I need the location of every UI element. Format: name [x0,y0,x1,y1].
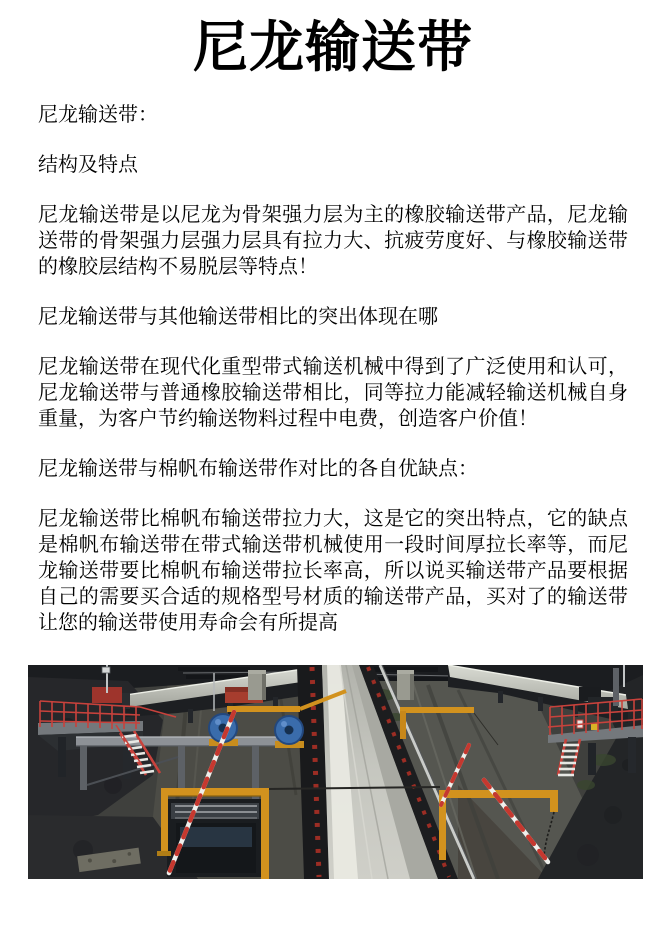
paragraph-canvas-detail: 尼龙输送带比棉帆布输送带拉力大，这是它的突出特点，它的缺点是棉帆布输送带在带式输送带机械使用一段时间厚拉长率等，而尼龙输送带要比棉帆布输送带拉长率高，所以说买输送带产品要根据自己的需要买合适的规格型号材质的输送带产品，买对了的输送带让您的输送带使用寿命会有所提高 [38,508,628,634]
paragraph-compare-detail: 尼龙输送带在现代化重型带式输送机械中得到了广泛使用和认可，尼龙输送带与普通橡胶输送带相比，同等拉力能减轻输送机械自身重量，为客户节约输送物料过程中电费，创造客户价值！ [38,356,628,430]
paragraph-compare-heading: 尼龙输送带与其他输送带相比的突出体现在哪 [38,306,438,328]
paragraph-canvas-heading: 尼龙输送带与棉帆布输送带作对比的各自优缺点： [38,458,478,480]
conveyor-belt-photo [28,665,643,879]
page-title: 尼龙输送带 [192,16,473,78]
paragraph-structure-detail: 尼龙输送带是以尼龙为骨架强力层为主的橡胶输送带产品，尼龙输送带的骨架强力层强力层具有拉力大、抗疲劳度好、与橡胶输送带的橡胶层结构不易脱层等特点！ [38,204,628,278]
document-page [0,16,666,946]
article-body [0,102,666,636]
paragraph-structure-heading: 结构及特点 [38,154,138,176]
paragraph-lead: 尼龙输送带： [38,104,158,126]
